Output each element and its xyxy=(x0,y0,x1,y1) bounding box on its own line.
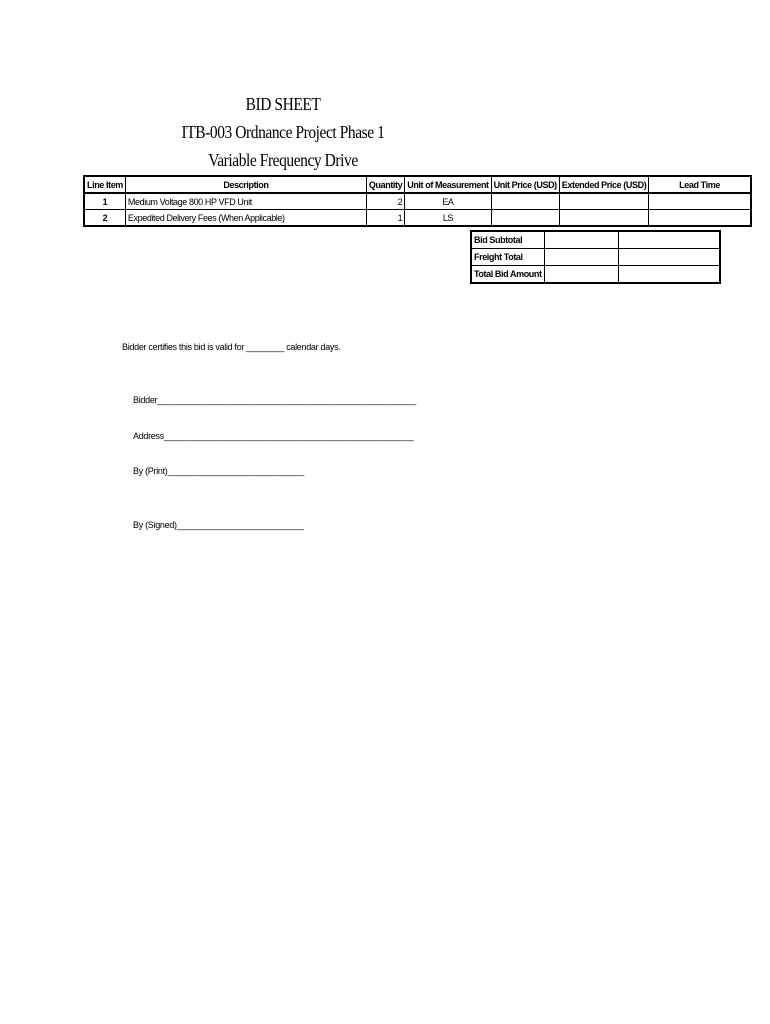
quantity-cell: 1 xyxy=(366,210,404,227)
address-field[interactable]: Address_____________________________________________________ xyxy=(133,431,414,441)
description-cell: Medium Voltage 800 HP VFD Unit xyxy=(125,193,366,210)
bid-table xyxy=(83,175,752,227)
line-item-cell: 2 xyxy=(84,210,125,227)
totals-table xyxy=(470,230,721,284)
totals-row-subtotal xyxy=(471,231,720,249)
certification-text: Bidder certifies this bid is valid for ________ calendar days. xyxy=(122,342,341,352)
bid-subtotal-extra[interactable] xyxy=(618,231,720,249)
unit-price-cell[interactable] xyxy=(491,210,559,227)
total-bid-amount-value[interactable] xyxy=(544,266,618,284)
bid-subtotal-value[interactable] xyxy=(544,231,618,249)
lead-time-cell[interactable] xyxy=(649,210,751,227)
title-line-1: BID SHEET xyxy=(245,94,321,114)
freight-total-label: Freight Total xyxy=(471,249,544,266)
table-row xyxy=(84,193,751,210)
lead-time-cell[interactable] xyxy=(649,193,751,210)
header-line-item: Line Item xyxy=(84,176,125,193)
totals-row-freight xyxy=(471,249,720,266)
title-line-3: Variable Frequency Drive xyxy=(208,150,358,170)
description-cell: Expedited Delivery Fees (When Applicable) xyxy=(125,210,366,227)
table-header-row xyxy=(84,176,751,193)
unit-cell: LS xyxy=(405,210,491,227)
extended-price-cell[interactable] xyxy=(559,210,649,227)
header-lead-time: Lead Time xyxy=(649,176,751,193)
bidder-field[interactable]: Bidder_______________________________________________________ xyxy=(133,395,417,405)
bid-subtotal-label: Bid Subtotal xyxy=(471,231,544,249)
freight-total-extra[interactable] xyxy=(618,249,720,266)
header-description: Description xyxy=(125,176,366,193)
totals-row-total xyxy=(471,266,720,284)
title-line-2: ITB-003 Ordnance Project Phase 1 xyxy=(181,122,385,142)
unit-price-cell[interactable] xyxy=(491,193,559,210)
header-quantity: Quantity xyxy=(366,176,404,193)
extended-price-cell[interactable] xyxy=(559,193,649,210)
header-unit: Unit of Measurement xyxy=(405,176,491,193)
header-extended-price: Extended Price (USD) xyxy=(559,176,649,193)
header-unit-price: Unit Price (USD) xyxy=(491,176,559,193)
by-print-field[interactable]: By (Print)_____________________________ xyxy=(133,466,304,476)
unit-cell: EA xyxy=(405,193,491,210)
title-block xyxy=(100,90,466,174)
line-item-cell: 1 xyxy=(84,193,125,210)
by-signed-field[interactable]: By (Signed)___________________________ xyxy=(133,520,304,530)
total-bid-amount-extra[interactable] xyxy=(618,266,720,284)
freight-total-value[interactable] xyxy=(544,249,618,266)
table-row xyxy=(84,210,751,227)
total-bid-amount-label: Total Bid Amount xyxy=(471,266,544,284)
quantity-cell: 2 xyxy=(366,193,404,210)
